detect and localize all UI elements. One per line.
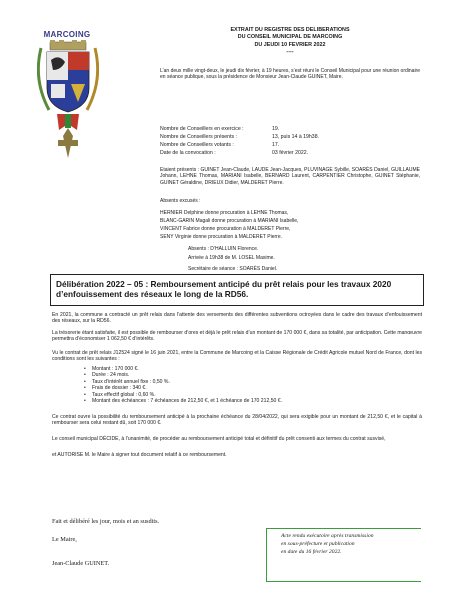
header-line-3: DU JEUDI 10 FEVRIER 2022 xyxy=(254,41,326,48)
count-value: 19. xyxy=(272,126,280,132)
condition-item: • Taux effectif global : 0,60 %. xyxy=(82,392,422,398)
deliberation-title: Délibération 2022 – 05 : Remboursement anticipé du prêt relais pour les travaux 2020 d’enfouissement des réseaux le long de la RD56. xyxy=(56,279,392,299)
stamp-text xyxy=(267,529,419,556)
condition-item: • Montant : 170 000 €. xyxy=(82,366,422,372)
count-label: Date de la convocation : xyxy=(160,150,216,156)
proxy-line: SENY Virginie donne procuration à MALDERET Pierre. xyxy=(160,234,283,240)
stamp-line-3: en date du 16 février 2022. xyxy=(281,548,342,555)
body-paragraph-4: Ce contrat ouvre la possibilité du remboursement anticipé à la prochaine échéance du 28/04/2022, qui sera exigible pour un montant de 212,50 €, et le capital à rembourser sera celui restant dû, soit 170 000 €. xyxy=(52,414,422,427)
secretary-line: Secrétaire de séance : SOARÈS Daniel. xyxy=(188,266,278,272)
body-paragraph-6: et AUTORISE M. le Maire à signer tout document relatif à ce remboursement. xyxy=(52,452,227,458)
count-label: Nombre de Conseillers présents : xyxy=(160,134,237,140)
proxy-line: VINCENT Fabrice donne procuration à MALDERET Pierre, xyxy=(160,226,291,232)
body-paragraph-3: Vu le contrat de prêt relais J12524 signé le 16 juin 2021, entre la Commune de Marcoing et la Caisse Régionale de Crédit Agricole mutuel Nord de France, dont les conditions sont les suivantes : xyxy=(52,350,422,363)
condition-item: • Montant des échéances : 7 échéances de 212,50 €, et 1 échéance de 170 212,50 €. xyxy=(82,398,422,404)
count-row xyxy=(160,126,430,132)
header-line-4: ---- xyxy=(286,48,294,55)
condition-item: • Durée : 24 mois. xyxy=(82,372,422,378)
town-name: MARCOING xyxy=(43,30,91,39)
deliberation-title-box xyxy=(50,274,424,306)
mayor-title: Le Maire, xyxy=(52,536,77,543)
proxy-line: BLANC-GARIN Magali donne procuration à MARIANI Isabelle, xyxy=(160,218,299,224)
count-row xyxy=(160,150,430,156)
stamp-line-1: Acte rendu exécutoire après transmission xyxy=(281,533,374,539)
condition-item: • Taux d’intérêt annuel fixe : 0,50 %. xyxy=(82,379,422,385)
stamp-line-2: en sous-préfecture et publication xyxy=(281,540,355,547)
body-paragraph-2: La trésorerie étant satisfaite, il est possible de rembourser d’ores et déjà le prêt relais d’un montant de 170 000 €, dans sa totalité, par anticipation. Cette manœuvre permettra d’économiser 1 062,50 € d’intérêts. xyxy=(52,330,422,343)
header-line-1: EXTRAIT DU REGISTRE DES DELIBERATIONS xyxy=(230,27,350,33)
count-value: 13, puis 14 à 19h38. xyxy=(272,134,320,140)
stamp-corner xyxy=(415,528,421,529)
execution-stamp xyxy=(266,528,419,582)
count-label: Nombre de Conseillers en exercice : xyxy=(160,126,244,132)
header-line-2: DU CONSEIL MUNICIPAL DE MARCOING xyxy=(237,34,343,41)
condition-item: • Frais de dossier : 340 €. xyxy=(82,385,422,391)
done-line: Fait et délibéré les jour, mois et an susdits. xyxy=(52,518,160,525)
count-label: Nombre de Conseillers votants : xyxy=(160,142,234,148)
count-row xyxy=(160,134,430,140)
body-paragraph-1: En 2021, la commune a contracté un prêt relais dans l’attente des versements des différentes subventions octroyées dans le cadre des travaux d’enfouissement des réseaux, sur la RD56. xyxy=(52,312,422,325)
intro-paragraph: L’an deux mille vingt-deux, le jeudi dix février, à 19 heures, s’est réuni le Conseil Municipal pour une réunion ordinaire en séance publique, sous la présidence de Monsieur Jean-Claude GUINET, Maire. xyxy=(160,68,420,81)
count-value: 17. xyxy=(272,142,280,148)
present-members: Etaient présents : GUINET Jean-Claude, LAUDE Jean-Jacques, PLUVINAGE Sybille, SOARÈS Daniel, GUILLAUME Johann, LEHNE Thomas, MARIANI Isabelle, BERNARD Laurent, CARPENTIER Christophe, GUINET Stéphanie, GUINET Géraldine, DRIEUX Didier, MALDERET Pierre. xyxy=(160,167,420,186)
absents-line: Absents : D’HALLUIN Florence. xyxy=(188,246,259,252)
register-header xyxy=(155,27,425,56)
coat-of-arms-logo xyxy=(37,40,99,158)
body-paragraph-5: Le conseil municipal DÉCIDE, à l’unanimité, de procéder au remboursement anticipé total et définitif du prêt consenti aux termes du contrat susvisé, xyxy=(52,436,386,442)
excused-title: Absents excusés : xyxy=(160,198,201,204)
stamp-corner xyxy=(415,581,421,582)
mayor-name: Jean-Claude GUINET. xyxy=(52,560,110,567)
loan-conditions xyxy=(82,366,422,404)
count-value: 03 février 2022. xyxy=(272,150,309,156)
arrival-line: Arrivée à 19h38 de M. LOSEL Maxime. xyxy=(188,255,275,261)
count-row xyxy=(160,142,430,148)
proxy-line: HERNIER Delphine donne procuration à LEHNE Thomas, xyxy=(160,210,289,216)
